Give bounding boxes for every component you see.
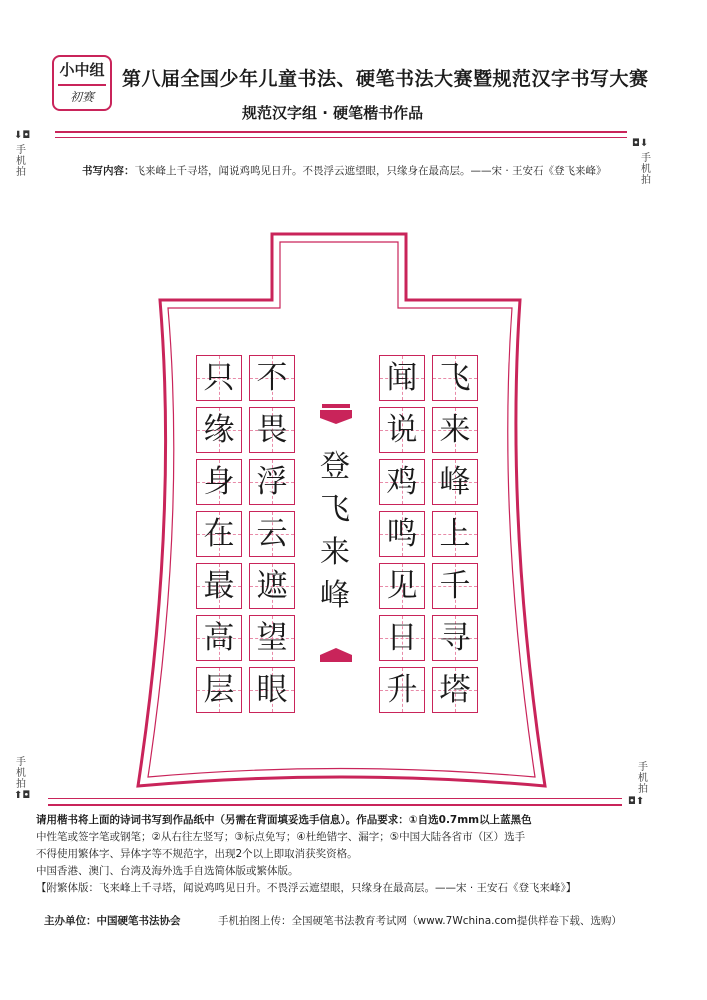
- character-cell: 峰: [432, 459, 478, 505]
- character-cell: 见: [379, 563, 425, 609]
- phone-photo-label-br: 手机拍: [638, 762, 648, 795]
- character-cell: 塔: [432, 667, 478, 713]
- character-cell: 高: [196, 615, 242, 661]
- phone-photo-label-tr: 手机拍: [641, 153, 651, 186]
- bottom-rule: [48, 804, 622, 806]
- character-cell: 上: [432, 511, 478, 557]
- character-cell: 不: [249, 355, 295, 401]
- character-cell: 说: [379, 407, 425, 453]
- badge-group: 小中组: [59, 61, 105, 79]
- character-cell: 身: [196, 459, 242, 505]
- badge-round: 初赛: [69, 90, 94, 104]
- page-subtitle: 规范汉字组 · 硬笔楷书作品: [242, 104, 424, 122]
- bottom-rule-thin: [48, 798, 622, 799]
- instruction-line: 中国香港、澳门、台湾及海外选手自选简体版或繁体版。: [36, 865, 299, 877]
- poem-column-1: [432, 355, 478, 719]
- organizer: 主办单位：中国硬笔书法协会: [44, 915, 181, 927]
- camera-icon: ⬇◘: [14, 130, 31, 141]
- instruction-line: 中性笔或签字笔或钢笔；②从右往左竖写；③标点免写；④杜绝错字、漏字；⑤中国大陆各省市（区）选手: [36, 831, 526, 843]
- character-cell: 在: [196, 511, 242, 557]
- instruction-line: 请用楷书将上面的诗词书写到作品纸中（另需在背面填妥选手信息）。作品要求：①自选0.7mm以上蓝黑色: [36, 814, 532, 826]
- character-cell: 闻: [379, 355, 425, 401]
- character-cell: 千: [432, 563, 478, 609]
- character-cell: 望: [249, 615, 295, 661]
- camera-icon: ◘⬆: [628, 796, 645, 807]
- phone-photo-label-bl: 手机拍: [16, 757, 26, 790]
- character-cell: 日: [379, 615, 425, 661]
- character-cell: 飞: [432, 355, 478, 401]
- character-cell: 最: [196, 563, 242, 609]
- character-cell: 层: [196, 667, 242, 713]
- instruction-line: 【附繁体版：飞来峰上千寻塔，闻说鸡鸣见日升。不畏浮云遮望眼，只缘身在最高层。——宋 · 王安石《登飞来峰》】: [36, 882, 577, 894]
- writing-content-label: 书写内容：: [82, 165, 135, 177]
- poem-title-text: 登飞来峰: [320, 449, 350, 613]
- upload-info: 手机拍图上传：全国硬笔书法教育考试网（www.7Wchina.com提供样卷下载、选购）: [218, 915, 622, 927]
- camera-icon: ⬆◘: [14, 790, 31, 801]
- camera-icon: ◘⬇: [632, 138, 649, 149]
- character-cell: 云: [249, 511, 295, 557]
- character-cell: 畏: [249, 407, 295, 453]
- character-cell: 遮: [249, 563, 295, 609]
- character-cell: 鸣: [379, 511, 425, 557]
- character-cell: 寻: [432, 615, 478, 661]
- title-ornament-top: [320, 404, 352, 424]
- phone-photo-label-tl: 手机拍: [16, 145, 26, 178]
- character-cell: 鸡: [379, 459, 425, 505]
- poem-title: [317, 445, 353, 617]
- poem-column-3: [249, 355, 295, 719]
- character-cell: 缘: [196, 407, 242, 453]
- character-cell: 浮: [249, 459, 295, 505]
- instructions: [36, 812, 676, 897]
- character-cell: 只: [196, 355, 242, 401]
- character-cell: 升: [379, 667, 425, 713]
- page-title: 第八届全国少年儿童书法、硬笔书法大赛暨规范汉字书写大赛: [122, 68, 649, 90]
- character-cell: 来: [432, 407, 478, 453]
- title-ornament-bottom: [320, 648, 352, 662]
- poem-column-2: [379, 355, 425, 719]
- poem-column-4: [196, 355, 242, 719]
- writing-content-text: 飞来峰上千寻塔，闻说鸡鸣见日升。不畏浮云遮望眼，只缘身在最高层。——宋 · 王安石《登飞来峰》: [134, 165, 607, 177]
- character-cell: 眼: [249, 667, 295, 713]
- instruction-line: 不得使用繁体字、异体字等不规范字，出现2个以上即取消获奖资格。: [36, 848, 358, 860]
